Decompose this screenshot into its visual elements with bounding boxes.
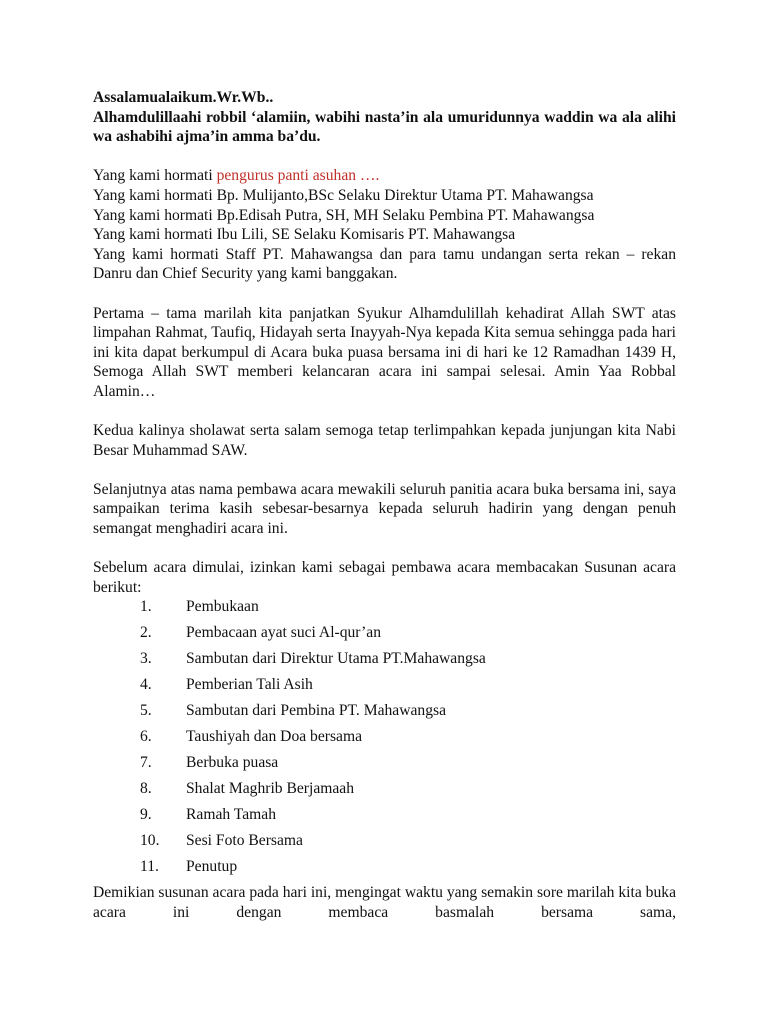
spacer [93,284,676,304]
agenda-item [93,649,676,675]
agenda-text: Sambutan dari Direktur Utama PT.Mahawangsa [186,650,486,668]
spacer [93,402,676,422]
agenda-number: 3. [140,650,152,668]
honorific-line-2: Yang kami hormati Bp. Mulijanto,BSc Selaku Direktur Utama PT. Mahawangsa [93,186,594,204]
agenda-number: 4. [140,676,152,694]
agenda-item [93,805,676,831]
agenda-item [93,753,676,779]
agenda-text: Ramah Tamah [186,806,276,824]
honorific-line-1 [93,166,676,186]
agenda-number: 2. [140,624,152,642]
spacer [93,539,676,559]
agenda-item [93,857,676,883]
agenda-number: 7. [140,754,152,772]
agenda-text: Shalat Maghrib Berjamaah [186,780,355,798]
honorific-line-3: Yang kami hormati Bp.Edisah Putra, SH, MH Selaku Pembina PT. Mahawangsa [93,206,595,224]
agenda-item [93,779,676,805]
agenda-text: Pembukaan [186,598,259,616]
spacer [93,147,676,167]
honorific-highlight: pengurus panti asuhan …. [216,167,380,185]
honorific-line-4: Yang kami hormati Ibu Lili, SE Selaku Komisaris PT. Mahawangsa [93,226,516,244]
paragraph-closing: Demikian susunan acara pada hari ini, mengingat waktu yang semakin sore marilah kita buka acara ini dengan membaca basmalah bersama sama, [93,884,676,922]
agenda-item [93,701,676,727]
agenda-number: 9. [140,806,152,824]
agenda-text: Pemberian Tali Asih [186,676,313,694]
paragraph-agenda-intro: Sebelum acara dimulai, izinkan kami sebagai pembawa acara membacakan Susunan acara berikut: [93,559,676,596]
agenda-item [93,675,676,701]
document-body [93,88,676,923]
agenda-number: 8. [140,780,152,798]
agenda-text: Penutup [186,858,238,876]
agenda-number: 6. [140,728,152,746]
honorific-prefix: Yang kami hormati [93,167,217,185]
agenda-number: 10. [140,832,160,850]
agenda-text: Pembacaan ayat suci Al-qur’an [186,624,381,642]
honorific-line-5: Yang kami hormati Staff PT. Mahawangsa dan para tamu undangan serta rekan – rekan Danru dan Chief Security yang kami banggakan. [93,245,676,283]
paragraph-thanks: Selanjutnya atas nama pembawa acara mewakili seluruh panitia acara buka bersama ini, saya sampaikan terima kasih sebesar-besarnya kepada seluruh hadirin yang dengan penuh semangat menghadiri acara ini. [93,480,676,538]
agenda-number: 11. [140,858,159,876]
agenda-item [93,623,676,649]
agenda-list [93,597,676,883]
paragraph-sholawat: Kedua kalinya sholawat serta salam semoga tetap terlimpahkan kepada junjungan kita Nabi Besar Muhammad SAW. [93,422,676,459]
spacer [93,460,676,480]
agenda-item [93,597,676,623]
agenda-number: 1. [140,598,152,616]
agenda-item [93,727,676,753]
paragraph-gratitude: Pertama – tama marilah kita panjatkan Syukur Alhamdulillah kehadirat Allah SWT atas limpahan Rahmat, Taufiq, Hidayah serta Inayyah-Nya kepada Kita semua sehingga pada hari ini kita dapat berkumpul di Acara buka puasa bersama ini di hari ke 12 Ramadhan 1439 H, Semoga Allah SWT memberi kelancaran acara ini sampai selesai. Amin Yaa Robbal Alamin… [93,304,676,400]
salam-heading: Assalamualaikum.Wr.Wb.. [93,89,274,106]
agenda-text: Sesi Foto Bersama [186,832,303,850]
agenda-text: Berbuka puasa [186,754,279,772]
opening-prayer: Alhamdulillaahi robbil ‘alamiin, wabihi nasta’in ala umuridunnya waddin wa ala alihi wa ashabihi ajma’in amma ba’du. [93,108,676,146]
agenda-item [93,831,676,857]
agenda-number: 5. [140,702,152,720]
agenda-text: Taushiyah dan Doa bersama [186,728,363,746]
agenda-text: Sambutan dari Pembina PT. Mahawangsa [186,702,446,720]
